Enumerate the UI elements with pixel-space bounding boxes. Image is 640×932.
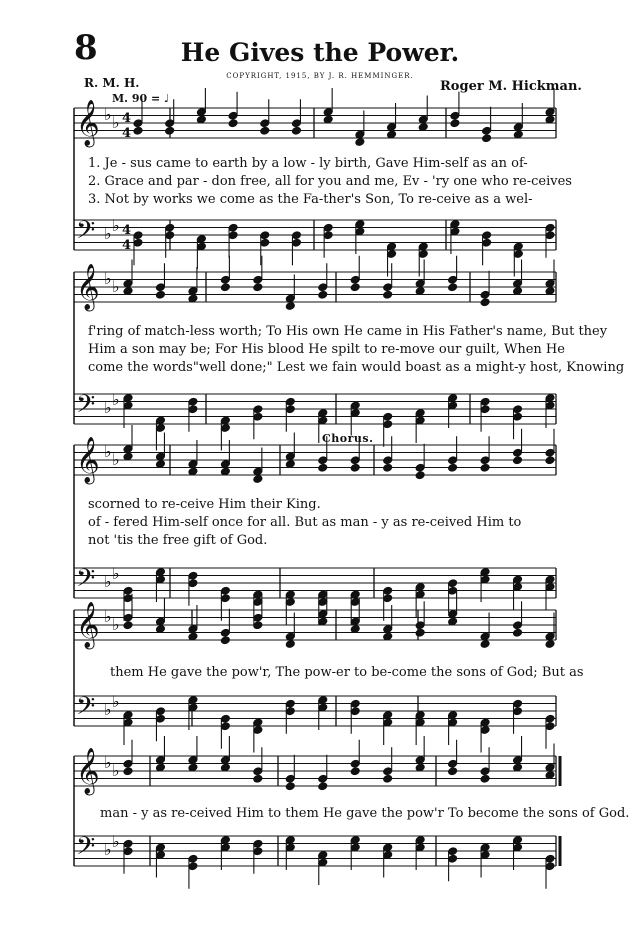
note-head (482, 134, 492, 143)
key-signature-flat-icon: ♭ (112, 564, 120, 583)
note-head (285, 782, 295, 791)
note-head (512, 628, 522, 637)
note-head (545, 640, 555, 649)
note-head (220, 636, 230, 645)
note-head (480, 463, 490, 472)
note-head (318, 290, 328, 299)
note-head (155, 290, 165, 299)
key-signature-flat-icon: ♭ (112, 216, 120, 235)
system1-verse3-lyrics: 3. Not by works we come as the Fa-ther's Son, To re-ceive as a wel- (88, 192, 533, 207)
key-signature-flat-icon: ♭ (112, 692, 120, 711)
note-head (318, 782, 328, 791)
note-head (383, 290, 393, 299)
composer-name: Roger M. Hickman. (440, 79, 582, 94)
note-head (448, 463, 458, 472)
note-head (350, 463, 360, 472)
bass-clef-icon: 𝄢 (76, 832, 96, 867)
system2-verse1-lyrics: f'ring of match-less worth; To His own He came in His Father's name, But they (88, 324, 608, 339)
system2-verse3-lyrics: come the words"well done;" Lest we fain would boast as a might-y host, Knowing (88, 360, 625, 375)
bass-clef-icon: 𝄢 (76, 692, 96, 727)
note-head (480, 774, 490, 783)
note-head (291, 126, 301, 135)
note-head (480, 640, 490, 649)
system5-chorus-lyrics: man - y as re-ceived Him to them He gave the pow'r To become the sons of God. (100, 806, 630, 821)
key-signature-flat-icon: ♭ (104, 398, 112, 417)
key-signature-flat-icon: ♭ (104, 840, 112, 859)
note-head (318, 463, 328, 472)
time-signature: 4 (122, 238, 132, 253)
note-head (383, 463, 393, 472)
system3-verse1-lyrics: scorned to re-ceive Him their King. (88, 497, 321, 512)
note-head (285, 302, 295, 311)
key-signature-flat-icon: ♭ (112, 277, 120, 296)
note-head (285, 640, 295, 649)
time-signature: 4 (122, 126, 132, 141)
copyright-notice: COPYRIGHT, 1915, BY J. R. HEMMINGER. (226, 72, 414, 80)
time-signature: 4 (122, 111, 132, 126)
note-head (545, 456, 555, 465)
key-signature-flat-icon: ♭ (104, 269, 112, 288)
author-initials: R. M. H. (84, 76, 140, 90)
note-head (133, 126, 143, 135)
system2-verse2-lyrics: Him a son may be; For His blood He spilt to re-move our guilt, When He (88, 342, 565, 357)
treble-clef-icon: 𝄞 (76, 602, 100, 648)
system3-verse2-lyrics: of - fered Him-self once for all. But as man - y as re-ceived Him to (88, 515, 522, 530)
treble-clef-icon: 𝄞 (76, 748, 100, 794)
system1-verse1-lyrics: 1. Je - sus came to earth by a low - ly birth, Gave Him-self as an of- (88, 156, 528, 171)
note-head (383, 774, 393, 783)
hymn-title: He Gives the Power. (180, 38, 460, 67)
bass-clef-icon: 𝄢 (76, 564, 96, 599)
note-head (350, 283, 360, 292)
note-head (512, 456, 522, 465)
hymn-number: 8 (74, 28, 98, 68)
key-signature-flat-icon: ♭ (112, 390, 120, 409)
key-signature-flat-icon: ♭ (112, 113, 120, 132)
time-signature: 4 (122, 223, 132, 238)
note-head (253, 774, 263, 783)
note-head (123, 767, 133, 776)
note-head (253, 283, 263, 292)
note-head (123, 621, 133, 630)
note-head (415, 628, 425, 637)
note-head (165, 126, 175, 135)
treble-clef-icon: 𝄞 (76, 100, 100, 146)
note-head (450, 119, 460, 128)
key-signature-flat-icon: ♭ (104, 607, 112, 626)
key-signature-flat-icon: ♭ (112, 450, 120, 469)
treble-clef-icon: 𝄞 (76, 437, 100, 483)
note-head (260, 126, 270, 135)
chorus-label: Chorus. (322, 432, 374, 445)
note-head (480, 298, 490, 307)
key-signature-flat-icon: ♭ (104, 700, 112, 719)
note-head (228, 119, 238, 128)
treble-clef-icon: 𝄞 (76, 264, 100, 310)
tempo-marking: M. 90 = ♩ (112, 92, 170, 105)
note-head (220, 283, 230, 292)
key-signature-flat-icon: ♭ (104, 224, 112, 243)
note-head (415, 471, 425, 480)
note-head (350, 767, 360, 776)
key-signature-flat-icon: ♭ (104, 753, 112, 772)
key-signature-flat-icon: ♭ (104, 572, 112, 591)
system3-verse3-lyrics: not 'tis the free gift of God. (88, 533, 268, 548)
note-head (448, 767, 458, 776)
system4-chorus-lyrics: them He gave the pow'r, The pow-er to be-come the sons of God; But as (110, 665, 584, 680)
key-signature-flat-icon: ♭ (104, 442, 112, 461)
note-head (355, 138, 365, 147)
key-signature-flat-icon: ♭ (112, 761, 120, 780)
note-head (253, 475, 263, 484)
bass-clef-icon: 𝄢 (76, 390, 96, 425)
bass-clef-icon: 𝄢 (76, 216, 96, 251)
key-signature-flat-icon: ♭ (104, 105, 112, 124)
system1-verse2-lyrics: 2. Grace and par - don free, all for you and me, Ev - 'ry one who re-ceives (88, 174, 572, 189)
key-signature-flat-icon: ♭ (112, 832, 120, 851)
key-signature-flat-icon: ♭ (112, 615, 120, 634)
note-head (448, 283, 458, 292)
